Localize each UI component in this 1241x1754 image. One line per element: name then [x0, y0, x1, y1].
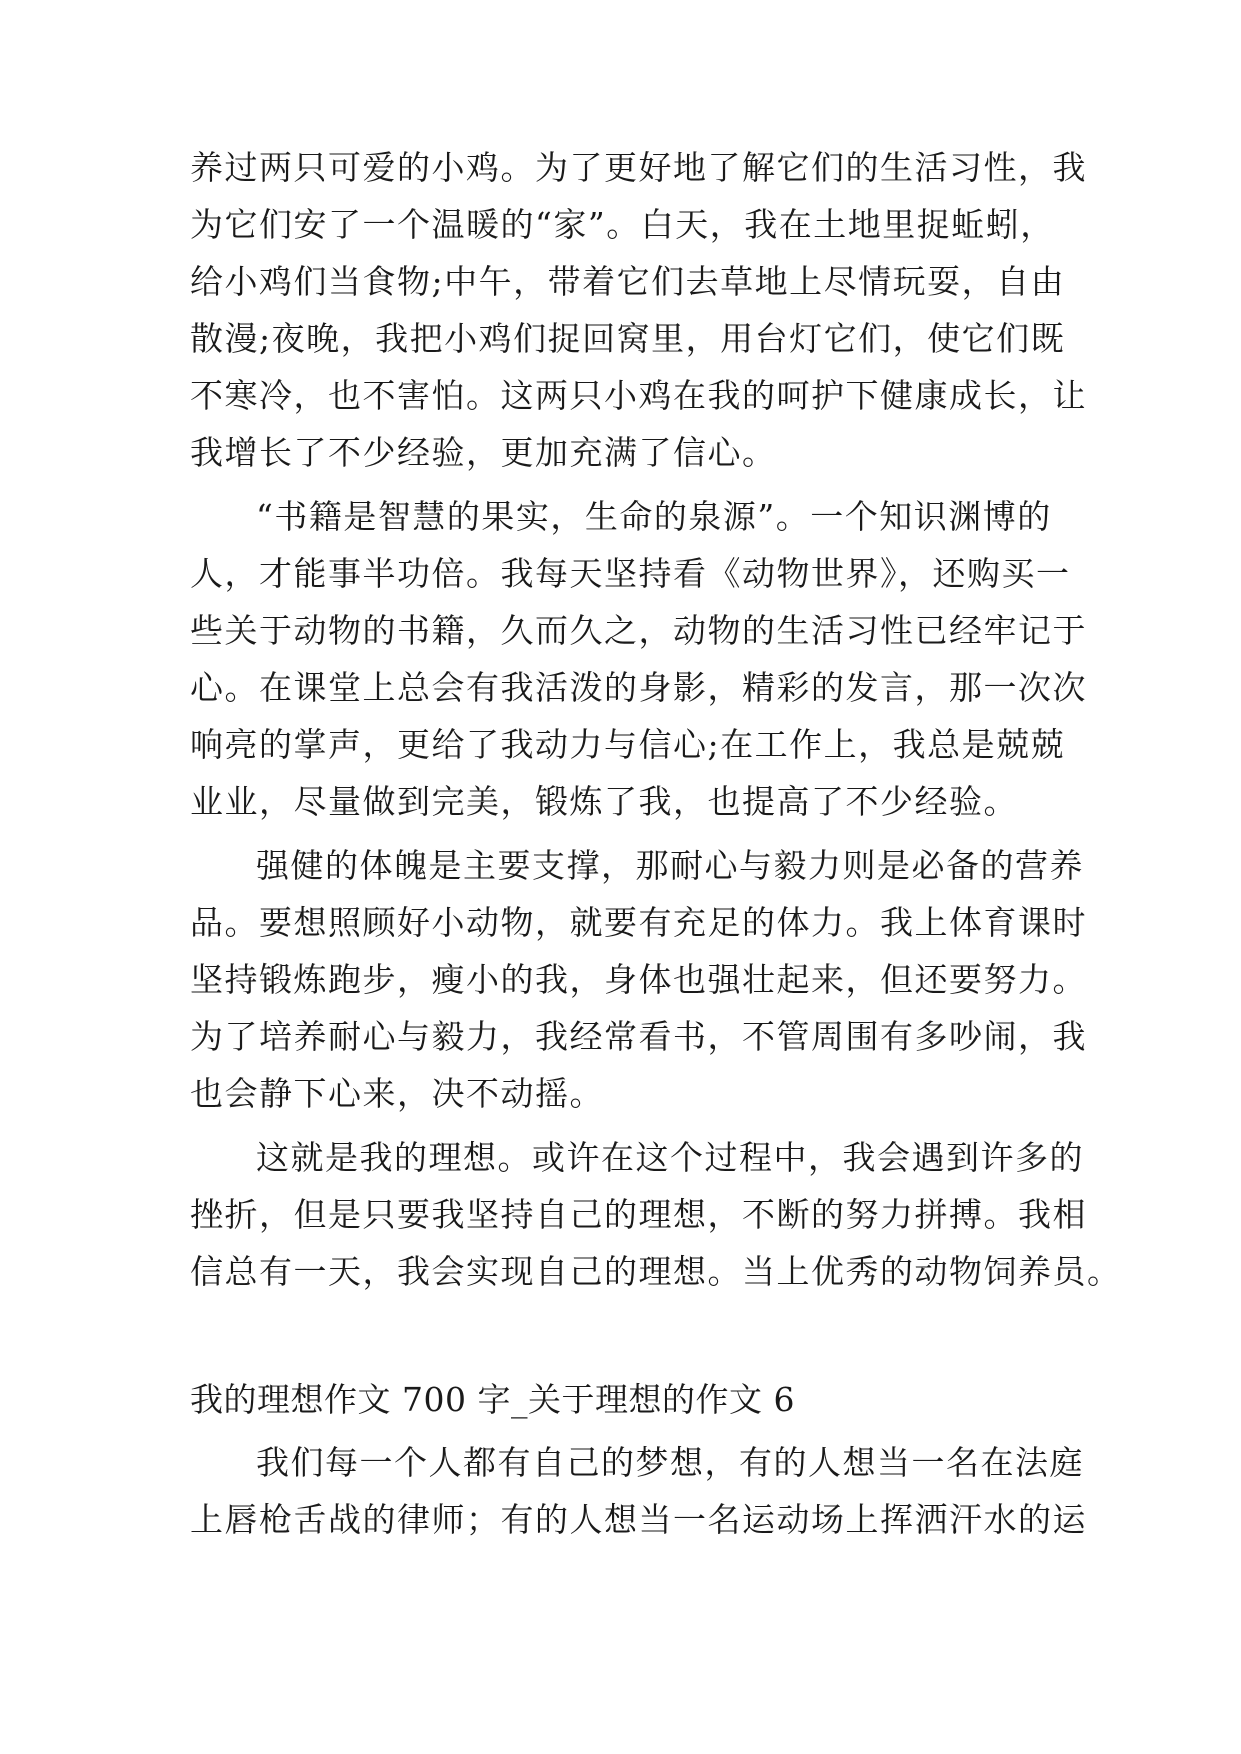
- body-text-line: 也会静下心来，决不动摇。: [190, 1074, 604, 1113]
- body-text-line: “书籍是智慧的果实，生命的泉源”。一个知识渊博的: [256, 497, 1052, 536]
- body-text-line: 强健的体魄是主要支撑，那耐心与毅力则是必备的营养: [256, 846, 1084, 885]
- body-text-line: 品。要想照顾好小动物，就要有充足的体力。我上体育课时: [190, 903, 1087, 942]
- body-text-line: 不寒冷，也不害怕。这两只小鸡在我的呵护下健康成长，让: [190, 376, 1087, 415]
- body-text-line: 人，才能事半功倍。我每天坚持看《动物世界》，还购买一: [190, 554, 1071, 593]
- body-text-line: 养过两只可爱的小鸡。为了更好地了解它们的生活习性，我: [190, 148, 1087, 187]
- body-text-line: 我们每一个人都有自己的梦想，有的人想当一名在法庭: [256, 1443, 1084, 1482]
- body-text-line: 给小鸡们当食物;中午，带着它们去草地上尽情玩耍，自由: [190, 262, 1066, 301]
- body-text-line: 业业，尽量做到完美，锻炼了我，也提高了不少经验。: [190, 782, 1018, 821]
- body-text-line: 上唇枪舌战的律师；有的人想当一名运动场上挥洒汗水的运: [190, 1500, 1087, 1539]
- body-text-line: 为了培养耐心与毅力，我经常看书，不管周围有多吵闹，我: [190, 1017, 1087, 1056]
- body-text-line: 为它们安了一个温暖的“家”。白天，我在土地里捉蚯蚓，: [190, 205, 1055, 244]
- body-text-line: 我增长了不少经验，更加充满了信心。: [190, 433, 777, 472]
- body-text-line: 这就是我的理想。或许在这个过程中，我会遇到许多的: [256, 1138, 1084, 1177]
- body-text-line: 挫折，但是只要我坚持自己的理想，不断的努力拼搏。我相: [190, 1195, 1087, 1234]
- section-heading: 我的理想作文 700 字_关于理想的作文 6: [190, 1380, 795, 1419]
- body-text-line: 散漫;夜晚，我把小鸡们捉回窝里，用台灯它们，使它们既: [190, 319, 1066, 358]
- body-text-line: 些关于动物的书籍，久而久之，动物的生活习性已经牢记于: [190, 611, 1087, 650]
- body-text-line: 心。在课堂上总会有我活泼的身影，精彩的发言，那一次次: [190, 668, 1087, 707]
- body-text-line: 响亮的掌声，更给了我动力与信心;在工作上，我总是兢兢: [190, 725, 1066, 764]
- body-text-line: 信总有一天，我会实现自己的理想。当上优秀的动物饲养员。: [190, 1252, 1122, 1291]
- body-text-line: 坚持锻炼跑步，瘦小的我，身体也强壮起来，但还要努力。: [190, 960, 1087, 999]
